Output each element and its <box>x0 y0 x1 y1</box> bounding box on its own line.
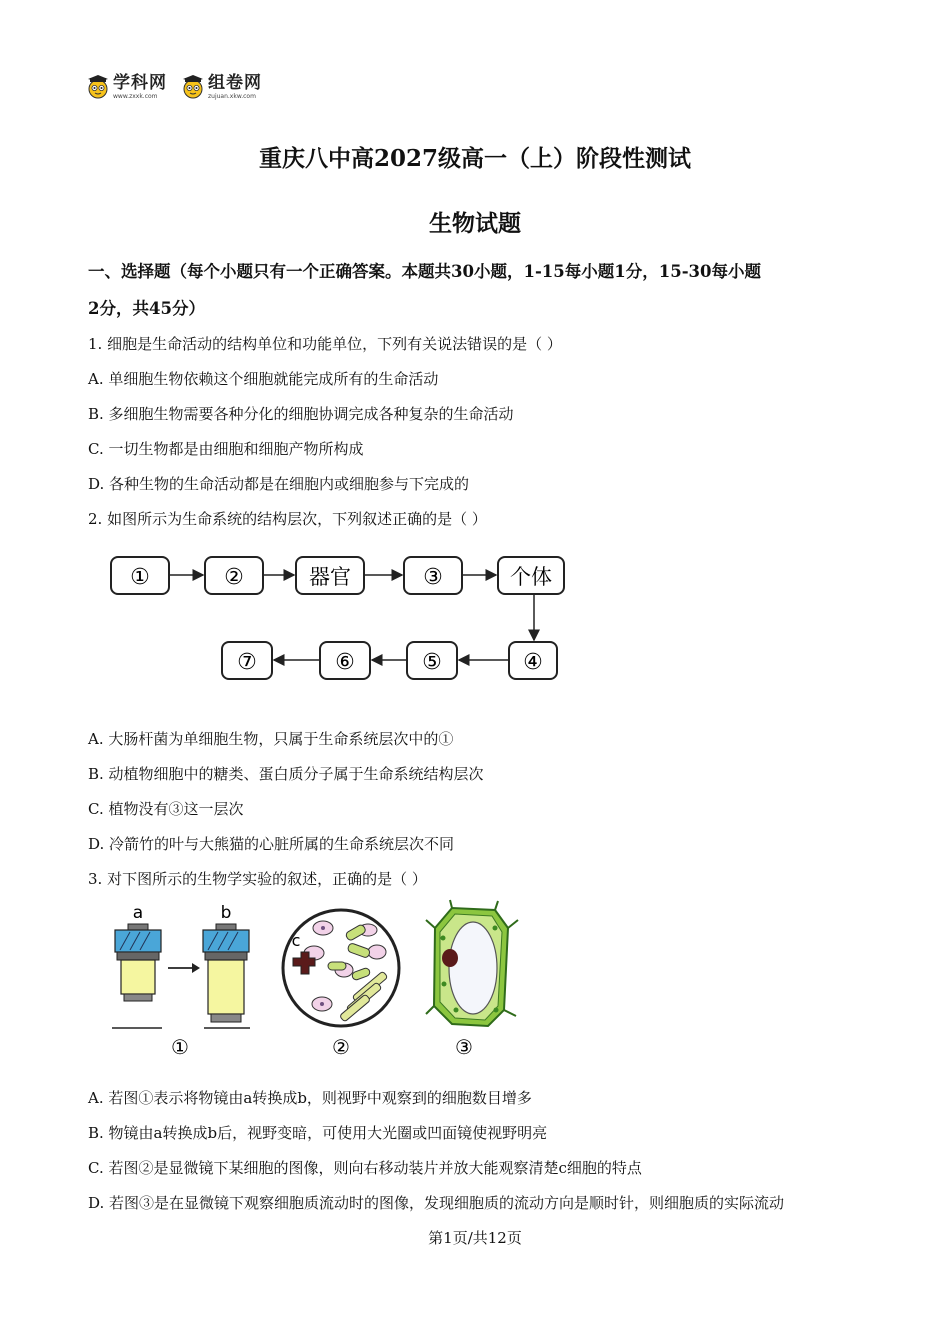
q1-option-d: D. 各种生物的生命活动都是在细胞内或细胞参与下完成的 <box>88 475 470 493</box>
label-b: b <box>220 903 232 923</box>
diagram-box-2 <box>205 557 263 594</box>
field-of-view-cells <box>283 910 399 1026</box>
diagram-label-5: ⑤ <box>422 650 442 675</box>
q2-option-c: C. 植物没有③这一层次 <box>88 800 244 818</box>
caption-1: ① <box>171 1035 189 1059</box>
q2-option-d: D. 冷箭竹的叶与大熊猫的心脏所属的生命系统层次不同 <box>88 835 455 853</box>
section-heading-line1: 一、选择题（每个小题只有一个正确答案。本题共30小题，1-15每小题1分，15-30每小题 <box>88 262 762 281</box>
q2-stem: 2. 如图所示为生命系统的结构层次，下列叙述正确的是（ ） <box>88 510 487 528</box>
page-title: 重庆八中高2027级高一（上）阶段性测试 <box>258 145 691 172</box>
diagram-box-5 <box>407 642 457 679</box>
diagram-box-7 <box>222 642 272 679</box>
diagram-box-4 <box>509 642 557 679</box>
page-subtitle: 生物试题 <box>429 210 521 237</box>
diagram-box-organ <box>296 557 364 594</box>
q3-option-d: D. 若图③是在显微镜下观察细胞质流动时的图像，发现细胞质的流动方向是顺时针，则细胞质的实际流动 <box>88 1194 785 1212</box>
logo-name: 组卷网 <box>208 72 262 93</box>
diagram-label-1: ① <box>130 565 150 590</box>
mascot-face-icon <box>181 75 205 99</box>
q2-option-b: B. 动植物细胞中的糖类、蛋白质分子属于生命系统结构层次 <box>88 765 484 783</box>
logo-url: zujuan.xkw.com <box>208 92 256 100</box>
label-a: a <box>132 903 144 923</box>
diagram-label-4: ④ <box>523 650 543 675</box>
diagram-label-organ: 器官 <box>309 565 351 589</box>
mascot-face-icon <box>86 75 110 99</box>
microscope-experiment-figure <box>100 898 520 1063</box>
q3-option-a: A. 若图①表示将物镜由a转换成b，则视野中观察到的细胞数目增多 <box>88 1089 532 1107</box>
q1-option-b: B. 多细胞生物需要各种分化的细胞协调完成各种复杂的生命活动 <box>88 405 514 423</box>
q1-option-a: A. 单细胞生物依赖这个细胞就能完成所有的生命活动 <box>88 370 439 388</box>
plant-cell <box>426 900 518 1026</box>
header-logos <box>86 70 262 104</box>
section-heading-line2: 2分，共45分） <box>88 299 205 318</box>
q1-stem: 1. 细胞是生命活动的结构单位和功能单位，下列有关说法错误的是（ ） <box>88 335 562 353</box>
diagram-label-6: ⑥ <box>335 650 355 675</box>
caption-3: ③ <box>455 1035 473 1059</box>
logo-xuekewang <box>86 72 167 100</box>
logo-url: www.zxxk.com <box>113 92 158 100</box>
q3-stem: 3. 对下图所示的生物学实验的叙述，正确的是（ ） <box>88 870 427 888</box>
diagram-label-individual: 个体 <box>510 565 552 589</box>
diagram-box-1 <box>111 557 169 594</box>
diagram-box-6 <box>320 642 370 679</box>
diagram-box-3 <box>404 557 462 594</box>
logo-zujuanwang <box>181 72 262 100</box>
page-footer: 第1页/共12页 <box>428 1229 522 1247</box>
diagram-box-individual <box>498 557 564 594</box>
logo-name: 学科网 <box>113 72 167 93</box>
objective-lens-b <box>203 903 250 1028</box>
label-c: c <box>291 931 301 950</box>
diagram-label-2: ② <box>224 565 244 590</box>
life-system-hierarchy-diagram <box>100 548 580 688</box>
caption-2: ② <box>332 1035 350 1059</box>
diagram-label-3: ③ <box>423 565 443 590</box>
objective-lens-a <box>112 903 162 1028</box>
q3-option-c: C. 若图②是显微镜下某细胞的图像，则向右移动装片并放大能观察清楚c细胞的特点 <box>88 1159 642 1177</box>
diagram-label-7: ⑦ <box>237 650 257 675</box>
q2-option-a: A. 大肠杆菌为单细胞生物，只属于生命系统层次中的① <box>88 730 454 748</box>
q3-option-b: B. 物镜由a转换成b后，视野变暗，可使用大光圈或凹面镜使视野明亮 <box>88 1124 548 1142</box>
q1-option-c: C. 一切生物都是由细胞和细胞产物所构成 <box>88 440 364 458</box>
